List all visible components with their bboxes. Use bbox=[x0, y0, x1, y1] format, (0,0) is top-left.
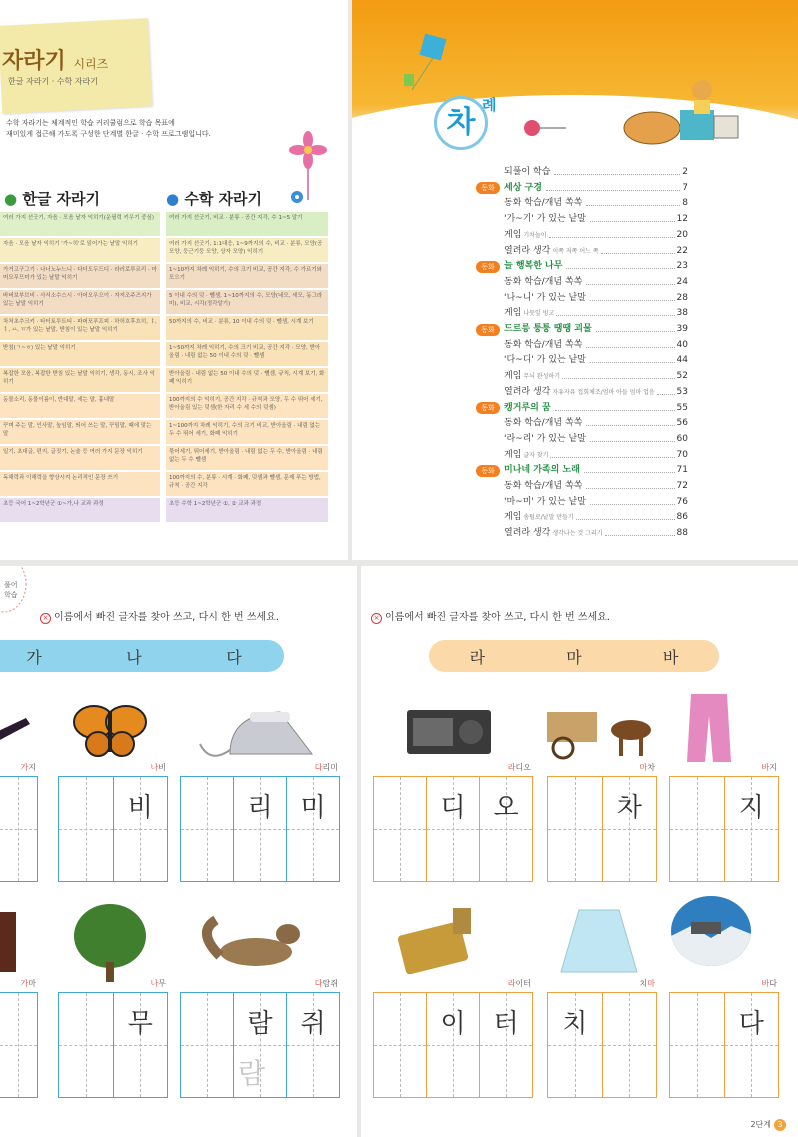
toc-entry[interactable] bbox=[504, 339, 688, 352]
toc-entry-note: 글자 찾기 bbox=[523, 451, 549, 459]
toc-leader bbox=[549, 229, 675, 238]
series-title-text: 자라기 bbox=[2, 49, 66, 74]
toc-entry-page: 40 bbox=[676, 339, 688, 350]
writing-cell[interactable] bbox=[59, 993, 113, 1097]
writing-cell[interactable] bbox=[426, 777, 479, 881]
math-curriculum-row: 100까지의 수 익히기, 공간 지각 · 규칙과 모양, 두 수 뛰어 세기, 받아올림 있는 덧셈(한 자리 수 세 수의 덧셈) bbox=[166, 394, 328, 418]
toc-entry-page: 38 bbox=[676, 308, 688, 319]
word-label bbox=[180, 978, 338, 989]
hangul-curriculum-row: 독해력과 이해력을 향상시켜 논리적인 문장 쓰기 bbox=[0, 472, 160, 496]
story-pill: 동화 bbox=[476, 402, 500, 414]
practice-page-right bbox=[361, 566, 798, 1137]
writing-grid[interactable] bbox=[180, 776, 340, 882]
toc-entry[interactable] bbox=[504, 182, 688, 195]
writing-grid[interactable] bbox=[669, 776, 779, 882]
math-curriculum-row: 1~10까지 차례 익히기, 수의 크기 비교, 공간 지각, 수 가르기와 모으기 bbox=[166, 264, 328, 288]
cell-character: 다 bbox=[738, 1009, 764, 1039]
toc-leader bbox=[590, 292, 675, 301]
hangul-curriculum-row: 동물소리, 동물이름이, 반대말, 세는 말, 흉내말 bbox=[0, 394, 160, 418]
toc-leader bbox=[576, 511, 675, 520]
word-label bbox=[0, 978, 36, 989]
toc-entry-page: 12 bbox=[676, 214, 688, 225]
small-flower-icon bbox=[290, 190, 304, 204]
writing-grid[interactable] bbox=[0, 776, 38, 882]
sea-picture bbox=[671, 896, 751, 966]
cell-character: 무 bbox=[127, 1009, 153, 1039]
story-pill: 동화 bbox=[476, 324, 500, 336]
missing-syllable: 마 bbox=[647, 979, 655, 988]
intro-line-2: 재미있게 접근해 가도록 구성한 단계별 한글 · 수학 프로그램입니다. bbox=[6, 130, 211, 138]
toc-entry[interactable] bbox=[504, 417, 688, 430]
toc-entry[interactable] bbox=[504, 245, 688, 258]
toc-entry[interactable] bbox=[504, 527, 688, 540]
toc-entry-title: 늘 행복한 나무 bbox=[504, 261, 563, 272]
toc-entry[interactable] bbox=[504, 480, 688, 493]
story-pill: 동화 bbox=[476, 182, 500, 194]
series-subtitle: 한글 자라기 · 수학 자라기 bbox=[8, 77, 98, 86]
missing-syllable: 마 bbox=[639, 763, 648, 772]
toc-leader bbox=[546, 182, 680, 191]
toc-entry-page: 2 bbox=[682, 167, 688, 177]
toc-leader bbox=[586, 480, 674, 489]
toc-entry-title: 동화 학습/개념 쏙쏙 bbox=[504, 418, 583, 429]
word-rest: 비 bbox=[158, 763, 166, 772]
cell-character: 오 bbox=[493, 793, 519, 823]
toc-entry-page: 86 bbox=[676, 512, 688, 523]
toc-leader bbox=[590, 496, 675, 505]
missing-syllable: 라 bbox=[507, 763, 516, 772]
toc-entry-page: 22 bbox=[676, 245, 688, 256]
toc-entry-title: 미나네 가족의 노래 bbox=[504, 465, 580, 476]
math-curriculum-row: 여러 가지 선긋기, 비교 · 분류 · 공간 지각, 수 1~5 알기 bbox=[166, 212, 328, 236]
syllable-bar bbox=[0, 640, 284, 672]
toc-entry-note: 나뭇잎 빙고 bbox=[523, 310, 555, 318]
toc-title-badge: 차 bbox=[434, 96, 488, 150]
instruction-text: 이름에서 빠진 글자를 찾아 쓰고, 다시 한 번 쓰세요. bbox=[385, 612, 610, 623]
tree-picture bbox=[70, 902, 150, 982]
cell-character: 비 bbox=[127, 793, 153, 823]
toc-entry-page: 55 bbox=[676, 402, 688, 413]
hangul-curriculum-row: 여러 가지 선긋기, 자음 · 모음 낱자 익히기(운필력 키우기 중심) bbox=[0, 212, 160, 236]
x-mark-icon: × bbox=[371, 613, 382, 624]
toc-entry-title: 되풀이 학습 bbox=[504, 167, 551, 177]
missing-syllable: 가 bbox=[20, 763, 29, 772]
toc-entry[interactable] bbox=[504, 496, 688, 509]
math-title-text: 수학 자라기 bbox=[184, 190, 263, 208]
word-rest: 치 bbox=[639, 979, 648, 988]
writing-cell[interactable] bbox=[181, 777, 233, 881]
writing-cell[interactable] bbox=[113, 993, 168, 1097]
toc-leader bbox=[555, 402, 675, 411]
cell-character: 치 bbox=[562, 1009, 588, 1039]
toc-entry-title: 게임 bbox=[504, 371, 522, 382]
toc-leader bbox=[556, 307, 674, 316]
corner-tab-label bbox=[4, 580, 18, 600]
toc-leader bbox=[590, 433, 675, 442]
cell-character: 디 bbox=[440, 793, 466, 823]
toc-entry-note: 이쪽 저쪽 어느 쪽 bbox=[552, 247, 599, 255]
toc-entry-page: 24 bbox=[676, 276, 688, 287]
intro-text bbox=[6, 118, 226, 140]
toc-entry[interactable] bbox=[504, 307, 688, 320]
page-label: 2단계 bbox=[750, 1120, 771, 1129]
syllable-3: 바 bbox=[662, 647, 679, 667]
toc-entry-note: 자유자유 접회체조/엄마 아들 엄마 업음 bbox=[552, 388, 655, 396]
cell-character: 미 bbox=[300, 793, 326, 823]
toc-leader bbox=[550, 449, 674, 458]
missing-syllable: 나 bbox=[150, 979, 159, 988]
writing-grid[interactable] bbox=[547, 992, 657, 1098]
toc-entry-page: 70 bbox=[676, 449, 688, 460]
writing-cell[interactable] bbox=[426, 993, 479, 1097]
word-label bbox=[58, 762, 166, 773]
word-label bbox=[180, 762, 338, 773]
hangul-curriculum-row: 일기, 초대글, 편지, 글짓기, 논술 등 여러 가지 문장 익히기 bbox=[0, 446, 160, 470]
toc-entry-title: 드르릉 퉁퉁 땡땡 괴물 bbox=[504, 324, 592, 334]
writing-cell[interactable] bbox=[602, 993, 657, 1097]
corner-tab-line-2: 학습 bbox=[4, 591, 18, 599]
toc-entry-page: 53 bbox=[676, 386, 688, 397]
writing-cell[interactable] bbox=[670, 993, 724, 1097]
skirt-picture bbox=[557, 906, 641, 976]
hangul-curriculum-row: 복잡한 모음, 복잡한 받침 있는 낱말 익히기, 생각, 동시, 조사 익히기 bbox=[0, 368, 160, 392]
toc-entry-title: 게임 bbox=[504, 512, 522, 523]
toc-entry-page: 52 bbox=[676, 371, 688, 382]
toc-leader bbox=[590, 213, 675, 222]
toc-entry-title: 게임 bbox=[504, 229, 522, 240]
kite-illustration bbox=[402, 28, 482, 98]
toc-entry-note: 솜털로/낱말 만들기 bbox=[523, 514, 574, 522]
word-label bbox=[669, 762, 777, 773]
toc-entry-title: '나~니' 가 있는 낱말 bbox=[504, 292, 586, 303]
toc-leader bbox=[566, 260, 674, 269]
missing-syllable: 다 bbox=[314, 979, 323, 988]
instruction bbox=[371, 608, 610, 624]
practice-page-left bbox=[0, 566, 357, 1137]
toc-entry-note: 무늬 완성하기 bbox=[523, 373, 561, 381]
toc-entry[interactable] bbox=[504, 292, 688, 305]
writing-cell[interactable] bbox=[374, 777, 426, 881]
radio-picture bbox=[405, 704, 493, 756]
toc-entry-page: 39 bbox=[676, 324, 688, 334]
word-rest: 람쥐 bbox=[322, 979, 338, 988]
toc-entry-page: 60 bbox=[676, 433, 688, 444]
word-label bbox=[0, 762, 36, 773]
writing-cell[interactable] bbox=[286, 993, 339, 1097]
cell-character: 차 bbox=[616, 793, 642, 823]
word-rest: 마 bbox=[28, 979, 36, 988]
writing-cell[interactable] bbox=[602, 777, 657, 881]
math-curriculum-row: 1~50까지 차례 익히기, 수의 크기 비교, 공간 지각 · 모양, 받아올림 · 내림 없는 50 이내 수의 덧 · 뺄셈 bbox=[166, 342, 328, 366]
toc-entry-title: 동화 학습/개념 쏙쏙 bbox=[504, 276, 583, 287]
toc-leader bbox=[657, 386, 675, 395]
hangul-curriculum-row: 차처초추크키 · 타터토투트티 · 파퍼포푸프피 · 하허호후흐히, ㅑ, ㅕ, ㅛ, ㅠ가 있는 낱말, 받침이 있는 낱말 익히기 bbox=[0, 316, 160, 340]
toc-entry[interactable] bbox=[504, 197, 688, 210]
instruction bbox=[40, 608, 279, 624]
toc-entry-title: 열려라 생각 bbox=[504, 386, 551, 397]
toc-entry-note: 기차놀이 bbox=[523, 231, 547, 239]
story-pill: 동화 bbox=[476, 261, 500, 273]
writing-cell[interactable] bbox=[479, 993, 532, 1097]
syllable-bar bbox=[429, 640, 719, 672]
writing-cell[interactable] bbox=[724, 777, 779, 881]
toc-entry-title: 세상 구경 bbox=[504, 182, 542, 193]
lighter-picture bbox=[391, 906, 487, 974]
math-column-title: ● 수학 자라기 bbox=[166, 190, 263, 208]
toc-leader bbox=[562, 370, 674, 379]
writing-cell[interactable] bbox=[286, 777, 339, 881]
toc-entry[interactable] bbox=[504, 370, 688, 383]
word-rest: 다 bbox=[769, 979, 777, 988]
trace-character: 람 bbox=[238, 1057, 266, 1090]
writing-cell[interactable] bbox=[181, 993, 233, 1097]
writing-cell[interactable] bbox=[670, 777, 724, 881]
word-rest: 무 bbox=[158, 979, 166, 988]
toc-entry[interactable] bbox=[504, 449, 688, 462]
toc-entry-page: 88 bbox=[676, 528, 688, 539]
writing-grid[interactable] bbox=[0, 992, 38, 1098]
toc-entry-title: 동화 학습/개념 쏙쏙 bbox=[504, 198, 583, 209]
word-label bbox=[373, 978, 531, 989]
toc-entry-title: '가~기' 가 있는 낱말 bbox=[504, 214, 586, 225]
missing-syllable: 나 bbox=[150, 763, 159, 772]
toc-leader bbox=[584, 464, 675, 473]
word-label bbox=[547, 762, 655, 773]
hangul-column-title: ● 한글 자라기 bbox=[4, 190, 101, 208]
toc-entry-title: 열려라 생각 bbox=[504, 528, 551, 539]
syllable-2: 나 bbox=[126, 647, 142, 667]
writing-cell[interactable] bbox=[0, 777, 37, 881]
toc-entry-page: 20 bbox=[676, 229, 688, 240]
writing-cell[interactable] bbox=[548, 993, 602, 1097]
syllable-1: 라 bbox=[469, 647, 486, 667]
hangul-curriculum-row: 초등 국어 1~2학년군 ①~가,나 교과 과정 bbox=[0, 498, 160, 522]
x-mark-icon: × bbox=[40, 613, 51, 624]
toc-entry[interactable] bbox=[504, 166, 688, 179]
toc-entry-title: 동화 학습/개념 쏙쏙 bbox=[504, 339, 583, 350]
missing-syllable: 바 bbox=[761, 763, 770, 772]
cell-character: 쥐 bbox=[300, 1009, 326, 1039]
toc-entry-title: 캥거루의 꿈 bbox=[504, 402, 551, 413]
toc-leader bbox=[586, 417, 674, 426]
word-label bbox=[547, 978, 655, 989]
toc-entry-title: 게임 bbox=[504, 449, 522, 460]
toc-entry[interactable] bbox=[504, 213, 688, 226]
math-curriculum-row: 여러 가지 선긋기, 1:1대응, 1~9까지의 수, 비교 · 분류, 모양(공 모양, 둥근기둥 모양, 상자 모양) 익히기 bbox=[166, 238, 328, 262]
series-suffix: 시리즈 bbox=[73, 57, 109, 71]
hangul-curriculum-row: 가거고구그기 · 나너노누느니 · 다더도두드디 · 라러로루르리 · 마머모무므미가 있는 낱말 익히기 bbox=[0, 264, 160, 288]
writing-grid[interactable] bbox=[373, 992, 533, 1098]
pants-picture bbox=[683, 692, 735, 764]
animal-cart-illustration bbox=[614, 72, 764, 152]
writing-cell[interactable] bbox=[0, 993, 37, 1097]
writing-grid[interactable] bbox=[547, 776, 657, 882]
word-rest: 리미 bbox=[322, 763, 338, 772]
toc-page bbox=[352, 0, 798, 560]
word-label bbox=[58, 978, 166, 989]
toc-entry-title: 게임 bbox=[504, 308, 522, 319]
cell-character: 지 bbox=[738, 793, 764, 823]
missing-syllable: 바 bbox=[761, 979, 770, 988]
missing-syllable: 라 bbox=[507, 979, 516, 988]
toc-leader bbox=[586, 339, 674, 348]
toc-entry-page: 8 bbox=[682, 198, 688, 209]
toc-entry-page: 76 bbox=[676, 496, 688, 507]
toc-leader bbox=[590, 354, 675, 363]
toc-leader bbox=[601, 245, 675, 254]
ornament-icon bbox=[522, 118, 570, 138]
toc-entry-title: 열려라 생각 bbox=[504, 245, 551, 256]
toc-leader bbox=[554, 166, 680, 175]
math-curriculum-row: 묶어세기, 뛰어세기, 받아올림 · 내림 없는 두 수, 받아올림 · 내림 없는 두 수 뺄셈 bbox=[166, 446, 328, 470]
toc-entry-title: 동화 학습/개념 쏙쏙 bbox=[504, 481, 583, 491]
toc-entry-page: 72 bbox=[676, 481, 688, 491]
toc-entry-page: 71 bbox=[676, 465, 688, 476]
series-page bbox=[0, 0, 348, 560]
word-label bbox=[373, 762, 531, 773]
math-curriculum-row: 1~100까지 차례 익히기, 수의 크기 비교, 받아올림 · 내림 없는 두 수 뛰어 세기, 화폐 익히기 bbox=[166, 420, 328, 444]
cell-character: 람 bbox=[247, 1009, 273, 1039]
squirrel-picture bbox=[196, 912, 306, 976]
toc-entry-page: 44 bbox=[676, 355, 688, 366]
writing-cell[interactable] bbox=[724, 993, 779, 1097]
word-rest: 지 bbox=[28, 763, 36, 772]
word-rest: 차 bbox=[647, 763, 655, 772]
hangul-curriculum-row: 자음 · 모음 낱자 익히기 '가~히'로 읽어가는 낱말 익히기 bbox=[0, 238, 160, 262]
writing-cell[interactable] bbox=[479, 777, 532, 881]
syllable-2: 마 bbox=[566, 647, 582, 667]
cell-character: 이 bbox=[440, 1009, 466, 1039]
toc-entry-note: 생각나는 것 그리기 bbox=[552, 530, 603, 538]
cell-character: 터 bbox=[493, 1009, 519, 1039]
writing-grid[interactable] bbox=[373, 776, 533, 882]
math-curriculum-row: 초등 수학 1~2학년군 ①, ② 교과 과정 bbox=[166, 498, 328, 522]
math-curriculum-row: 50까지의 수, 비교 · 분류, 10 이내 수의 덧 · 뺄셈, 시계 보기 bbox=[166, 316, 328, 340]
writing-grid[interactable] bbox=[669, 992, 779, 1098]
writing-grid[interactable] bbox=[58, 776, 168, 882]
toc-leader bbox=[586, 197, 680, 206]
carriage-picture bbox=[541, 702, 657, 762]
cell-character: 리 bbox=[247, 793, 273, 823]
word-label bbox=[669, 978, 777, 989]
butterfly-picture bbox=[70, 698, 150, 762]
toc-entry-page: 28 bbox=[676, 292, 688, 303]
toc-entry[interactable] bbox=[504, 386, 688, 399]
math-curriculum-row: 받아올림 · 내림 없는 50 이내 수의 덧 · 뺄셈, 규칙, 시계 보기, 화폐 익히기 bbox=[166, 368, 328, 392]
toc-entry[interactable] bbox=[504, 402, 688, 415]
syllable-1: 가 bbox=[26, 647, 42, 667]
page-number bbox=[750, 1119, 786, 1131]
toc-entry[interactable] bbox=[504, 276, 688, 289]
corner-tab-line-1: 풀어 bbox=[4, 581, 18, 589]
hangul-title-text: 한글 자라기 bbox=[22, 190, 101, 208]
toc-entry[interactable] bbox=[504, 511, 688, 524]
writing-cell[interactable] bbox=[374, 993, 426, 1097]
toc-entry-title: '라~리' 가 있는 낱말 bbox=[504, 433, 586, 444]
toc-title-sub: 례 bbox=[482, 96, 497, 114]
toc-entry[interactable] bbox=[504, 323, 688, 336]
writing-cell[interactable] bbox=[113, 777, 168, 881]
toc-entry-page: 7 bbox=[682, 182, 688, 193]
syllable-3: 다 bbox=[226, 647, 242, 667]
page-number-badge: 3 bbox=[774, 1119, 786, 1131]
toc-leader bbox=[605, 527, 675, 536]
hangul-curriculum-row: 받침(ㄱ~ㅎ) 있는 낱말 익히기 bbox=[0, 342, 160, 366]
toc-entry-title: '마~미' 가 있는 낱말 bbox=[504, 496, 586, 507]
math-curriculum-row: 5 이내 수의 덧 · 뺄셈, 1~10까지의 수, 모양(네모, 세모, 동그라미), 비교, 시각(정각알기) bbox=[166, 290, 328, 314]
math-curriculum-row: 100까지의 수, 분류 · 시계 · 화폐, 덧셈과 뺄셈, 문제 푸는 방법, 규칙 · 공간 지각 bbox=[166, 472, 328, 496]
writing-cell[interactable] bbox=[233, 777, 286, 881]
missing-syllable: 가 bbox=[20, 979, 29, 988]
writing-cell[interactable] bbox=[548, 777, 602, 881]
toc-entry[interactable] bbox=[504, 229, 688, 242]
toc-leader bbox=[596, 323, 675, 332]
toc-entry[interactable] bbox=[504, 260, 688, 273]
writing-grid[interactable] bbox=[58, 992, 168, 1098]
intro-line-1: 수학 자라기는 체계적인 학습 커리큘럼으로 학습 목표에 bbox=[6, 119, 175, 127]
story-pill: 동화 bbox=[476, 465, 500, 477]
toc-leader bbox=[586, 276, 674, 285]
writing-cell[interactable] bbox=[59, 777, 113, 881]
word-rest: 지 bbox=[769, 763, 777, 772]
eggplant-picture bbox=[0, 704, 32, 744]
hangul-curriculum-row: 꾸며 주는 말, 인사말, 높임말, 띄어 쓰는 말, 꾸밈말, 때에 맞는 말 bbox=[0, 420, 160, 444]
toc-entry-page: 56 bbox=[676, 418, 688, 429]
toc-entry[interactable] bbox=[504, 354, 688, 367]
palanquin-picture bbox=[0, 912, 24, 976]
word-rest: 디오 bbox=[515, 763, 531, 772]
iron-picture bbox=[190, 694, 320, 766]
toc-entry[interactable] bbox=[504, 433, 688, 446]
toc-entry-title: '다~디' 가 있는 낱말 bbox=[504, 355, 586, 366]
series-title bbox=[2, 44, 108, 75]
missing-syllable: 다 bbox=[314, 763, 323, 772]
toc-entry[interactable] bbox=[504, 464, 688, 477]
hangul-curriculum-row: 바버보부브비 · 사서소수스시 · 아어오우으이 · 자저조주즈지가 있는 낱말 익히기 bbox=[0, 290, 160, 314]
instruction-text: 이름에서 빠진 글자를 찾아 쓰고, 다시 한 번 쓰세요. bbox=[54, 612, 279, 623]
toc-entry-page: 23 bbox=[676, 261, 688, 272]
word-rest: 이터 bbox=[515, 979, 531, 988]
